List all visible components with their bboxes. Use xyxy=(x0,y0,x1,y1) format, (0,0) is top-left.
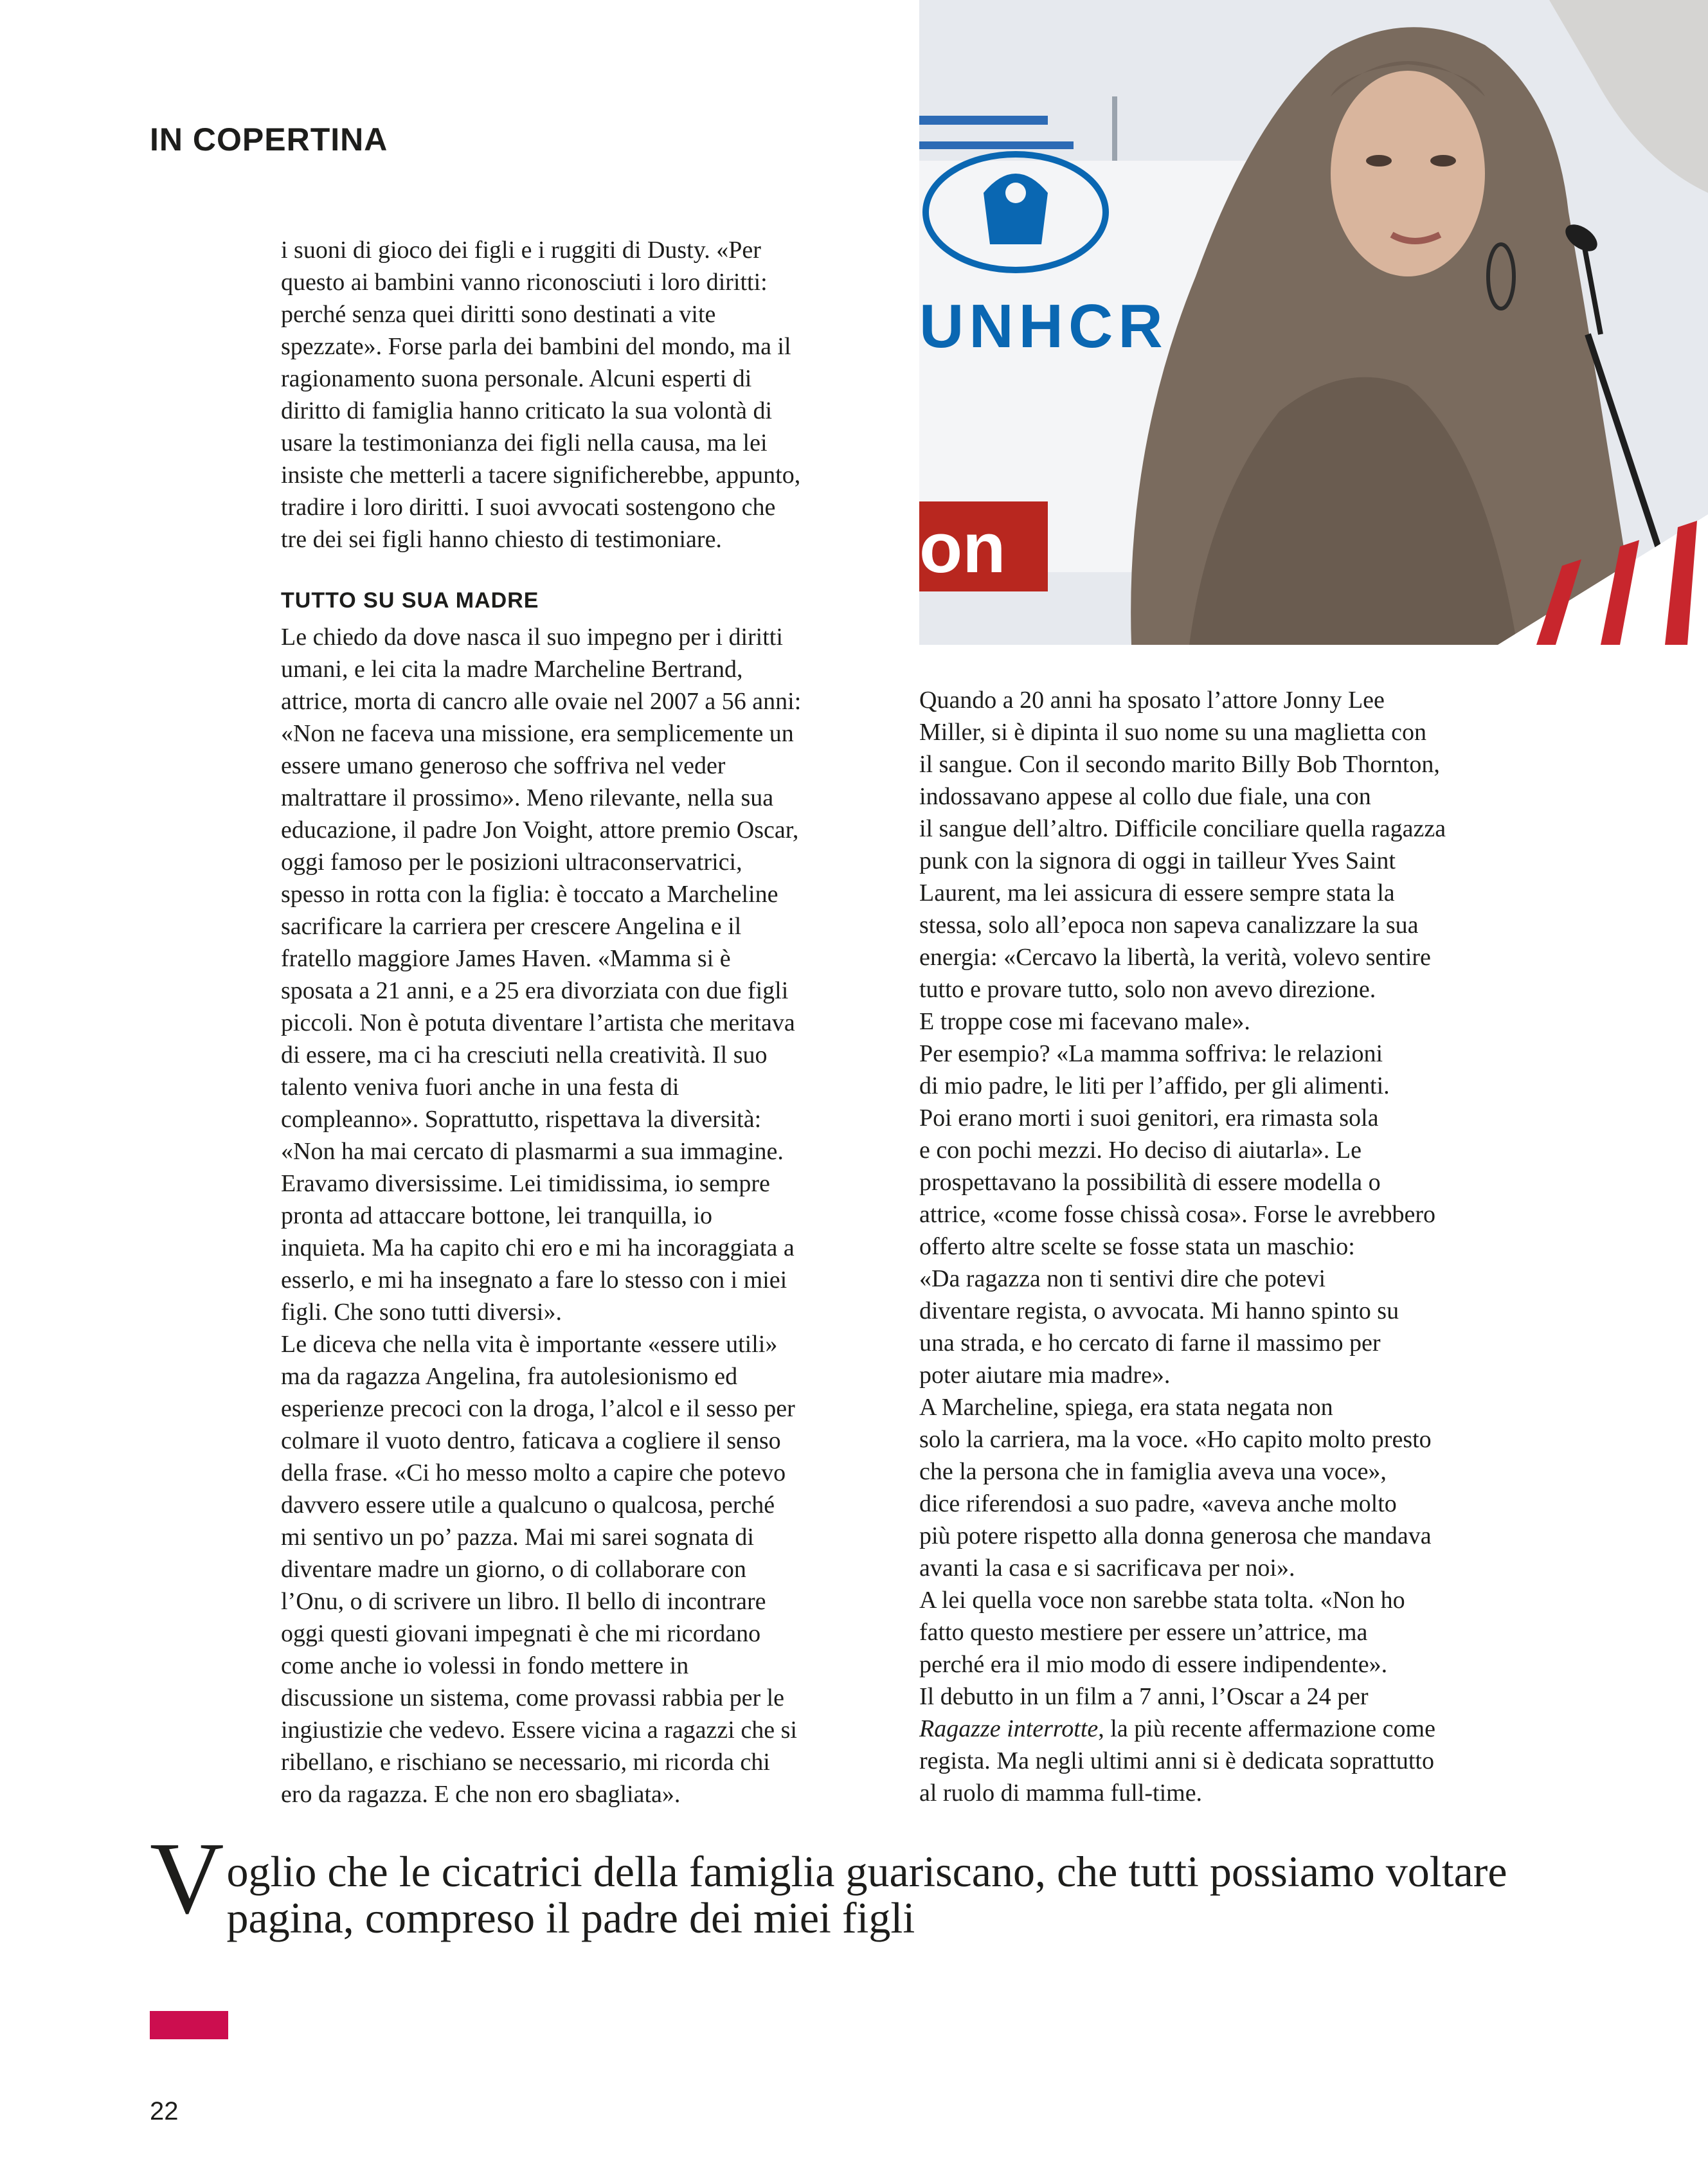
pull-quote-dropcap: V xyxy=(150,1821,224,1935)
photo-illustration xyxy=(919,0,1708,645)
accent-bar xyxy=(150,2011,228,2039)
left-column-body: Le chiedo da dove nasca il suo impegno per i diritti umani, e lei cita la madre Marcheline Bertrand, attrice, morta di cancro alle ovaie nel 2007 a 56 anni: «Non ne faceva una missione, era semplicemente un essere umano generoso che soffriva nel veder maltrattare il prossimo». Meno rilevante, nella sua educazione, il padre Jon Voight, attore premio Oscar, oggi famoso per le posizioni ultraconservatrici, spesso in rotta con la figlia: è toccato a Marcheline sacrificare la carriera per crescere Angelina e il fratello maggiore James Haven. «Mamma si è sposata a 21 anni, e a 25 era divorziata con due figli piccoli. Non è potuta diventare l’artista che meritava di essere, ma ci ha cresciuti nella creatività. Il suo talento veniva fuori anche in una festa di compleanno». Soprattutto, rispettava la diversità: «Non ha mai cercato di plasmarmi a sua immagine. Eravamo diversissime. Lei timidissima, io sempre pronta ad attaccare bottone, lei tranquilla, io inquieta. Ma ha capito chi ero e mi ha incoraggiata a esserlo, e mi ha insegnato a fare lo stesso con i miei figli. Che sono tutti diversi». Le diceva che nella vita è importante «essere utili» ma da ragazza Angelina, fra autolesionismo ed esperienze precoci con la droga, l’alcol e il sesso per colmare il vuoto dentro, faticava a cogliere il senso della frase. «Ci ho messo molto a capire che potevo davvero essere utile a qualcuno o qualcosa, perché mi sentivo un po’ pazza. Mai mi sarei sognata di diventare madre un giorno, o di collaborare con l’Onu, o di scrivere un libro. Il bello di incontrare oggi questi giovani impegnati è che mi ricordano come anche io volessi in fondo mettere in discussione un sistema, come provassi rabbia per le ingiustizie che vedevo. Essere vicina a ragazzi che si ribellano, e rischiano se necessario, mi ricorda chi ero da ragazza. E che non ero sbagliata». xyxy=(281,624,802,1808)
intro-paragraph: i suoni di gioco dei figli e i ruggiti di Dusty. «Per questo ai bambini vanno riconosciuti i loro diritti: perché senza quei diritti sono destinati a vite spezzate». Forse parla dei bambini del mondo, ma il ragionamento suona personale. Alcuni esperti di diritto di famiglia hanno criticato la sua volontà di usare la testimonianza dei figli nella causa, ma lei insiste che metterli a tacere significherebbe, appunto, tradire i loro diritti. I suoi avvocati sostengono che tre dei sei figli hanno chiesto di testimoniare. xyxy=(281,237,801,553)
right-body-part-2: , la più recente affermazione come regista. Ma negli ultimi anni si è dedicata soprattutto al ruolo di mamma full-time. xyxy=(919,1715,1435,1807)
banner-unhcr-text: UNHCR xyxy=(919,292,1168,361)
section-label: IN COPERTINA xyxy=(150,122,388,158)
film-title: Ragazze interrotte xyxy=(919,1715,1099,1742)
subheading: TUTTO SU SUA MADRE xyxy=(281,588,539,613)
page-number: 22 xyxy=(150,2097,179,2125)
banner-fragment-text: on xyxy=(919,509,1006,588)
right-column-body xyxy=(919,684,1530,1809)
cover-photo xyxy=(919,0,1708,645)
pull-quote-text: oglio che le cicatrici della famiglia guariscano, che tutti possiamo voltare pagina, compreso il padre dei miei figli xyxy=(226,1847,1507,1942)
right-body-part-1: Quando a 20 anni ha sposato l’attore Jonny Lee Miller, si è dipinta il suo nome su una maglietta con il sangue. Con il secondo marito Billy Bob Thornton, indossavano appese al collo due fiale, una con il sangue dell’altro. Difficile conciliare quella ragazza punk con la signora di oggi in tailleur Yves Saint Laurent, ma lei assicura di essere sempre stata la stessa, solo all’epoca non sapeva canalizzare la sua energia: «Cercavo la libertà, la verità, volevo sentire tutto e provare tutto, solo non avevo direzione. E troppe cose mi facevano male». Per esempio? «La mamma soffriva: le relazioni di mio padre, le liti per l’affido, per gli alimenti. Poi erano morti i suoi genitori, era rimasta sola e con pochi mezzi. Ho deciso di aiutarla». Le prospettavano la possibilità di essere modella o attrice, «come fosse chissà cosa». Forse le avrebbero offerto altre scelte se fosse stata un maschio: «Da ragazza non ti sentivi dire che potevi diventare regista, o avvocata. Mi hanno spinto su una strada, e ho cercato di farne il massimo per poter aiutare mia madre». A Marcheline, spiega, era stata negata non solo la carriera, ma la voce. «Ho capito molto presto che la persona che in famiglia aveva una voce», dice riferendosi a suo padre, «aveva anche molto più potere rispetto alla donna generosa che mandava avanti la casa e si sacrificava per noi». A lei quella voce non sarebbe stata tolta. «Non ho fatto questo mestiere per essere un’attrice, ma perché era il mio modo di essere indipendente». Il debutto in un film a 7 anni, l’Oscar a 24 per xyxy=(919,687,1446,1710)
pull-quote xyxy=(150,1821,1564,1942)
